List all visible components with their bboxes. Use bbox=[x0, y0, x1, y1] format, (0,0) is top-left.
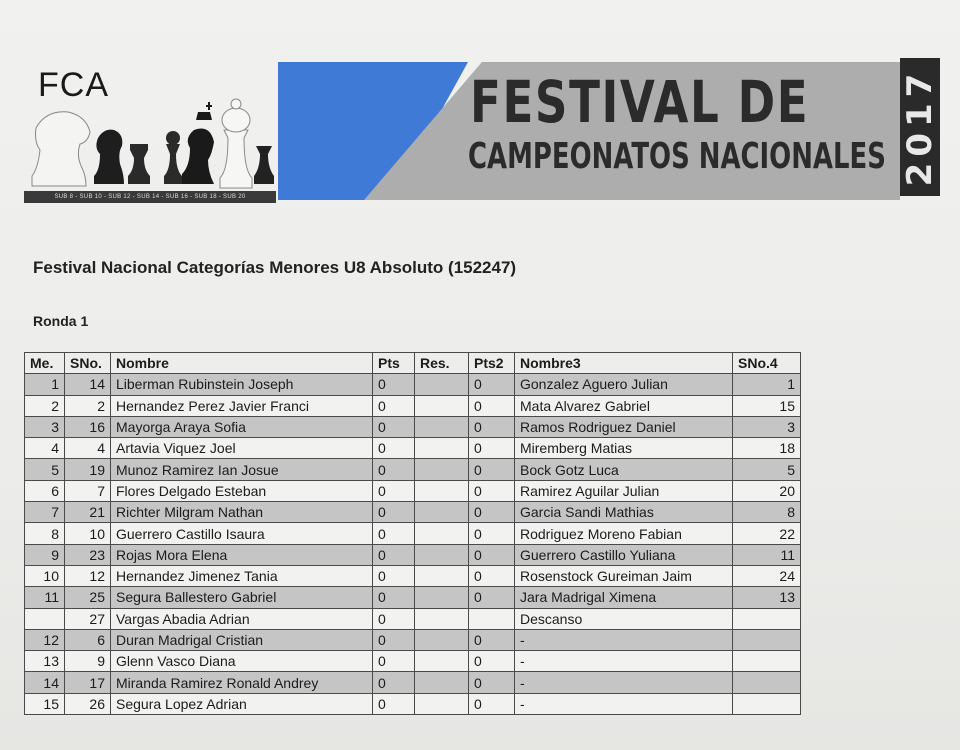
cell-sno: 6 bbox=[65, 629, 111, 650]
cell-nombre3: - bbox=[515, 651, 733, 672]
cell-me: 14 bbox=[25, 672, 65, 693]
table-row bbox=[25, 651, 801, 672]
cell-me: 11 bbox=[25, 587, 65, 608]
cell-me: 7 bbox=[25, 502, 65, 523]
cell-nombre: Miranda Ramirez Ronald Andrey bbox=[111, 672, 373, 693]
cell-nombre3: Descanso bbox=[515, 608, 733, 629]
cell-sno4: 24 bbox=[733, 565, 801, 586]
cell-sno: 2 bbox=[65, 395, 111, 416]
table-row bbox=[25, 374, 801, 395]
cell-pts2: 0 bbox=[469, 374, 515, 395]
table-row bbox=[25, 416, 801, 437]
table-row bbox=[25, 544, 801, 565]
cell-pts2: 0 bbox=[469, 544, 515, 565]
cell-sno: 4 bbox=[65, 438, 111, 459]
cell-me: 8 bbox=[25, 523, 65, 544]
cell-pts2: 0 bbox=[469, 523, 515, 544]
cell-nombre3: - bbox=[515, 693, 733, 714]
cell-res bbox=[415, 523, 469, 544]
pairings-table bbox=[24, 352, 801, 715]
cell-nombre3: Rosenstock Gureiman Jaim bbox=[515, 565, 733, 586]
cell-pts: 0 bbox=[373, 438, 415, 459]
table-row bbox=[25, 608, 801, 629]
col-header-sno4: SNo.4 bbox=[733, 353, 801, 374]
cell-nombre3: Gonzalez Aguero Julian bbox=[515, 374, 733, 395]
cell-res bbox=[415, 672, 469, 693]
cell-me: 12 bbox=[25, 629, 65, 650]
cell-pts2: 0 bbox=[469, 629, 515, 650]
cell-me: 6 bbox=[25, 480, 65, 501]
cell-pts2: 0 bbox=[469, 693, 515, 714]
cell-pts2: 0 bbox=[469, 565, 515, 586]
cell-pts2: 0 bbox=[469, 395, 515, 416]
cell-res bbox=[415, 651, 469, 672]
cell-res bbox=[415, 608, 469, 629]
cell-sno4 bbox=[733, 672, 801, 693]
cell-nombre3: Ramirez Aguilar Julian bbox=[515, 480, 733, 501]
cell-pts2: 0 bbox=[469, 502, 515, 523]
col-header-me: Me. bbox=[25, 353, 65, 374]
cell-sno4: 13 bbox=[733, 587, 801, 608]
cell-sno4: 15 bbox=[733, 395, 801, 416]
table-row bbox=[25, 672, 801, 693]
col-header-res: Res. bbox=[415, 353, 469, 374]
cell-sno4: 18 bbox=[733, 438, 801, 459]
cell-nombre: Artavia Viquez Joel bbox=[111, 438, 373, 459]
cell-sno: 10 bbox=[65, 523, 111, 544]
cell-pts: 0 bbox=[373, 651, 415, 672]
cell-pts: 0 bbox=[373, 395, 415, 416]
col-header-nombre: Nombre bbox=[111, 353, 373, 374]
table-row bbox=[25, 502, 801, 523]
cell-res bbox=[415, 459, 469, 480]
cell-pts2: 0 bbox=[469, 416, 515, 437]
cell-res bbox=[415, 544, 469, 565]
cell-nombre: Vargas Abadia Adrian bbox=[111, 608, 373, 629]
cell-sno4: 8 bbox=[733, 502, 801, 523]
cell-sno4 bbox=[733, 608, 801, 629]
cell-nombre: Munoz Ramirez Ian Josue bbox=[111, 459, 373, 480]
col-header-pts: Pts bbox=[373, 353, 415, 374]
cell-pts: 0 bbox=[373, 502, 415, 523]
col-header-pts2: Pts2 bbox=[469, 353, 515, 374]
col-header-nombre3: Nombre3 bbox=[515, 353, 733, 374]
cell-res bbox=[415, 693, 469, 714]
cell-me: 5 bbox=[25, 459, 65, 480]
cell-nombre3: Mata Alvarez Gabriel bbox=[515, 395, 733, 416]
banner-title-line2: CAMPEONATOS NACIONALES bbox=[468, 136, 886, 177]
cell-res bbox=[415, 502, 469, 523]
table-header-row bbox=[25, 353, 801, 374]
cell-res bbox=[415, 374, 469, 395]
col-header-sno: SNo. bbox=[65, 353, 111, 374]
cell-nombre3: Jara Madrigal Ximena bbox=[515, 587, 733, 608]
logo-text: FCA bbox=[38, 66, 109, 104]
cell-me: 1 bbox=[25, 374, 65, 395]
cell-pts: 0 bbox=[373, 608, 415, 629]
cell-me: 4 bbox=[25, 438, 65, 459]
cell-pts2: 0 bbox=[469, 651, 515, 672]
cell-nombre: Hernandez Jimenez Tania bbox=[111, 565, 373, 586]
table-body bbox=[25, 374, 801, 715]
cell-nombre: Liberman Rubinstein Joseph bbox=[111, 374, 373, 395]
table-row bbox=[25, 438, 801, 459]
cell-sno: 21 bbox=[65, 502, 111, 523]
cell-sno4 bbox=[733, 629, 801, 650]
cell-me: 15 bbox=[25, 693, 65, 714]
cell-sno: 25 bbox=[65, 587, 111, 608]
cell-pts: 0 bbox=[373, 565, 415, 586]
cell-sno4: 3 bbox=[733, 416, 801, 437]
cell-sno: 27 bbox=[65, 608, 111, 629]
cell-pts: 0 bbox=[373, 374, 415, 395]
cell-nombre3: Miremberg Matias bbox=[515, 438, 733, 459]
cell-nombre: Hernandez Perez Javier Franci bbox=[111, 395, 373, 416]
fca-logo bbox=[24, 58, 276, 203]
cell-me: 13 bbox=[25, 651, 65, 672]
cell-sno: 12 bbox=[65, 565, 111, 586]
cell-me: 2 bbox=[25, 395, 65, 416]
cell-nombre3: Ramos Rodriguez Daniel bbox=[515, 416, 733, 437]
cell-nombre3: Guerrero Castillo Yuliana bbox=[515, 544, 733, 565]
table-row bbox=[25, 523, 801, 544]
cell-pts2: 0 bbox=[469, 480, 515, 501]
cell-nombre: Glenn Vasco Diana bbox=[111, 651, 373, 672]
cell-nombre: Richter Milgram Nathan bbox=[111, 502, 373, 523]
logo-categories-strip: SUB 8 - SUB 10 - SUB 12 - SUB 14 - SUB 16 - SUB 18 - SUB 20 bbox=[24, 191, 276, 203]
cell-nombre: Duran Madrigal Cristian bbox=[111, 629, 373, 650]
cell-nombre3: - bbox=[515, 672, 733, 693]
cell-me bbox=[25, 608, 65, 629]
cell-sno: 23 bbox=[65, 544, 111, 565]
cell-res bbox=[415, 416, 469, 437]
cell-sno4: 1 bbox=[733, 374, 801, 395]
cell-sno: 7 bbox=[65, 480, 111, 501]
cell-nombre3: Bock Gotz Luca bbox=[515, 459, 733, 480]
cell-res bbox=[415, 629, 469, 650]
cell-sno4 bbox=[733, 693, 801, 714]
cell-me: 3 bbox=[25, 416, 65, 437]
cell-nombre3: Garcia Sandi Mathias bbox=[515, 502, 733, 523]
cell-pts: 0 bbox=[373, 544, 415, 565]
tournament-title: Festival Nacional Categorías Menores U8 Absoluto (152247) bbox=[33, 258, 517, 277]
cell-nombre: Guerrero Castillo Isaura bbox=[111, 523, 373, 544]
cell-pts: 0 bbox=[373, 480, 415, 501]
cell-res bbox=[415, 565, 469, 586]
table-row bbox=[25, 395, 801, 416]
cell-res bbox=[415, 587, 469, 608]
table-row bbox=[25, 629, 801, 650]
cell-sno4: 20 bbox=[733, 480, 801, 501]
cell-pts: 0 bbox=[373, 523, 415, 544]
cell-sno: 26 bbox=[65, 693, 111, 714]
cell-pts: 0 bbox=[373, 416, 415, 437]
cell-sno4: 11 bbox=[733, 544, 801, 565]
cell-nombre: Flores Delgado Esteban bbox=[111, 480, 373, 501]
cell-pts: 0 bbox=[373, 693, 415, 714]
banner-title-line1: FESTIVAL DE bbox=[470, 68, 810, 136]
cell-res bbox=[415, 438, 469, 459]
cell-pts2: 0 bbox=[469, 438, 515, 459]
cell-pts: 0 bbox=[373, 587, 415, 608]
table-row bbox=[25, 459, 801, 480]
cell-nombre3: Rodriguez Moreno Fabian bbox=[515, 523, 733, 544]
cell-pts2: 0 bbox=[469, 587, 515, 608]
cell-nombre: Mayorga Araya Sofia bbox=[111, 416, 373, 437]
cell-pts: 0 bbox=[373, 629, 415, 650]
cell-pts2: 0 bbox=[469, 459, 515, 480]
cell-nombre: Segura Lopez Adrian bbox=[111, 693, 373, 714]
cell-nombre3: - bbox=[515, 629, 733, 650]
cell-pts2: 0 bbox=[469, 672, 515, 693]
cell-sno4 bbox=[733, 651, 801, 672]
cell-sno4: 22 bbox=[733, 523, 801, 544]
cell-me: 9 bbox=[25, 544, 65, 565]
cell-pts: 0 bbox=[373, 672, 415, 693]
cell-res bbox=[415, 480, 469, 501]
header-banner bbox=[24, 58, 940, 203]
cell-nombre: Rojas Mora Elena bbox=[111, 544, 373, 565]
banner-year-block bbox=[900, 58, 940, 196]
table-row bbox=[25, 480, 801, 501]
cell-pts: 0 bbox=[373, 459, 415, 480]
cell-me: 10 bbox=[25, 565, 65, 586]
cell-pts2 bbox=[469, 608, 515, 629]
table-row bbox=[25, 587, 801, 608]
cell-sno4: 5 bbox=[733, 459, 801, 480]
cell-res bbox=[415, 395, 469, 416]
banner-year: 2017 bbox=[900, 67, 940, 187]
cell-sno: 16 bbox=[65, 416, 111, 437]
cell-sno: 9 bbox=[65, 651, 111, 672]
cell-sno: 14 bbox=[65, 374, 111, 395]
cell-sno: 19 bbox=[65, 459, 111, 480]
round-label: Ronda 1 bbox=[33, 313, 89, 329]
table-row bbox=[25, 693, 801, 714]
table-row bbox=[25, 565, 801, 586]
cell-nombre: Segura Ballestero Gabriel bbox=[111, 587, 373, 608]
cell-sno: 17 bbox=[65, 672, 111, 693]
